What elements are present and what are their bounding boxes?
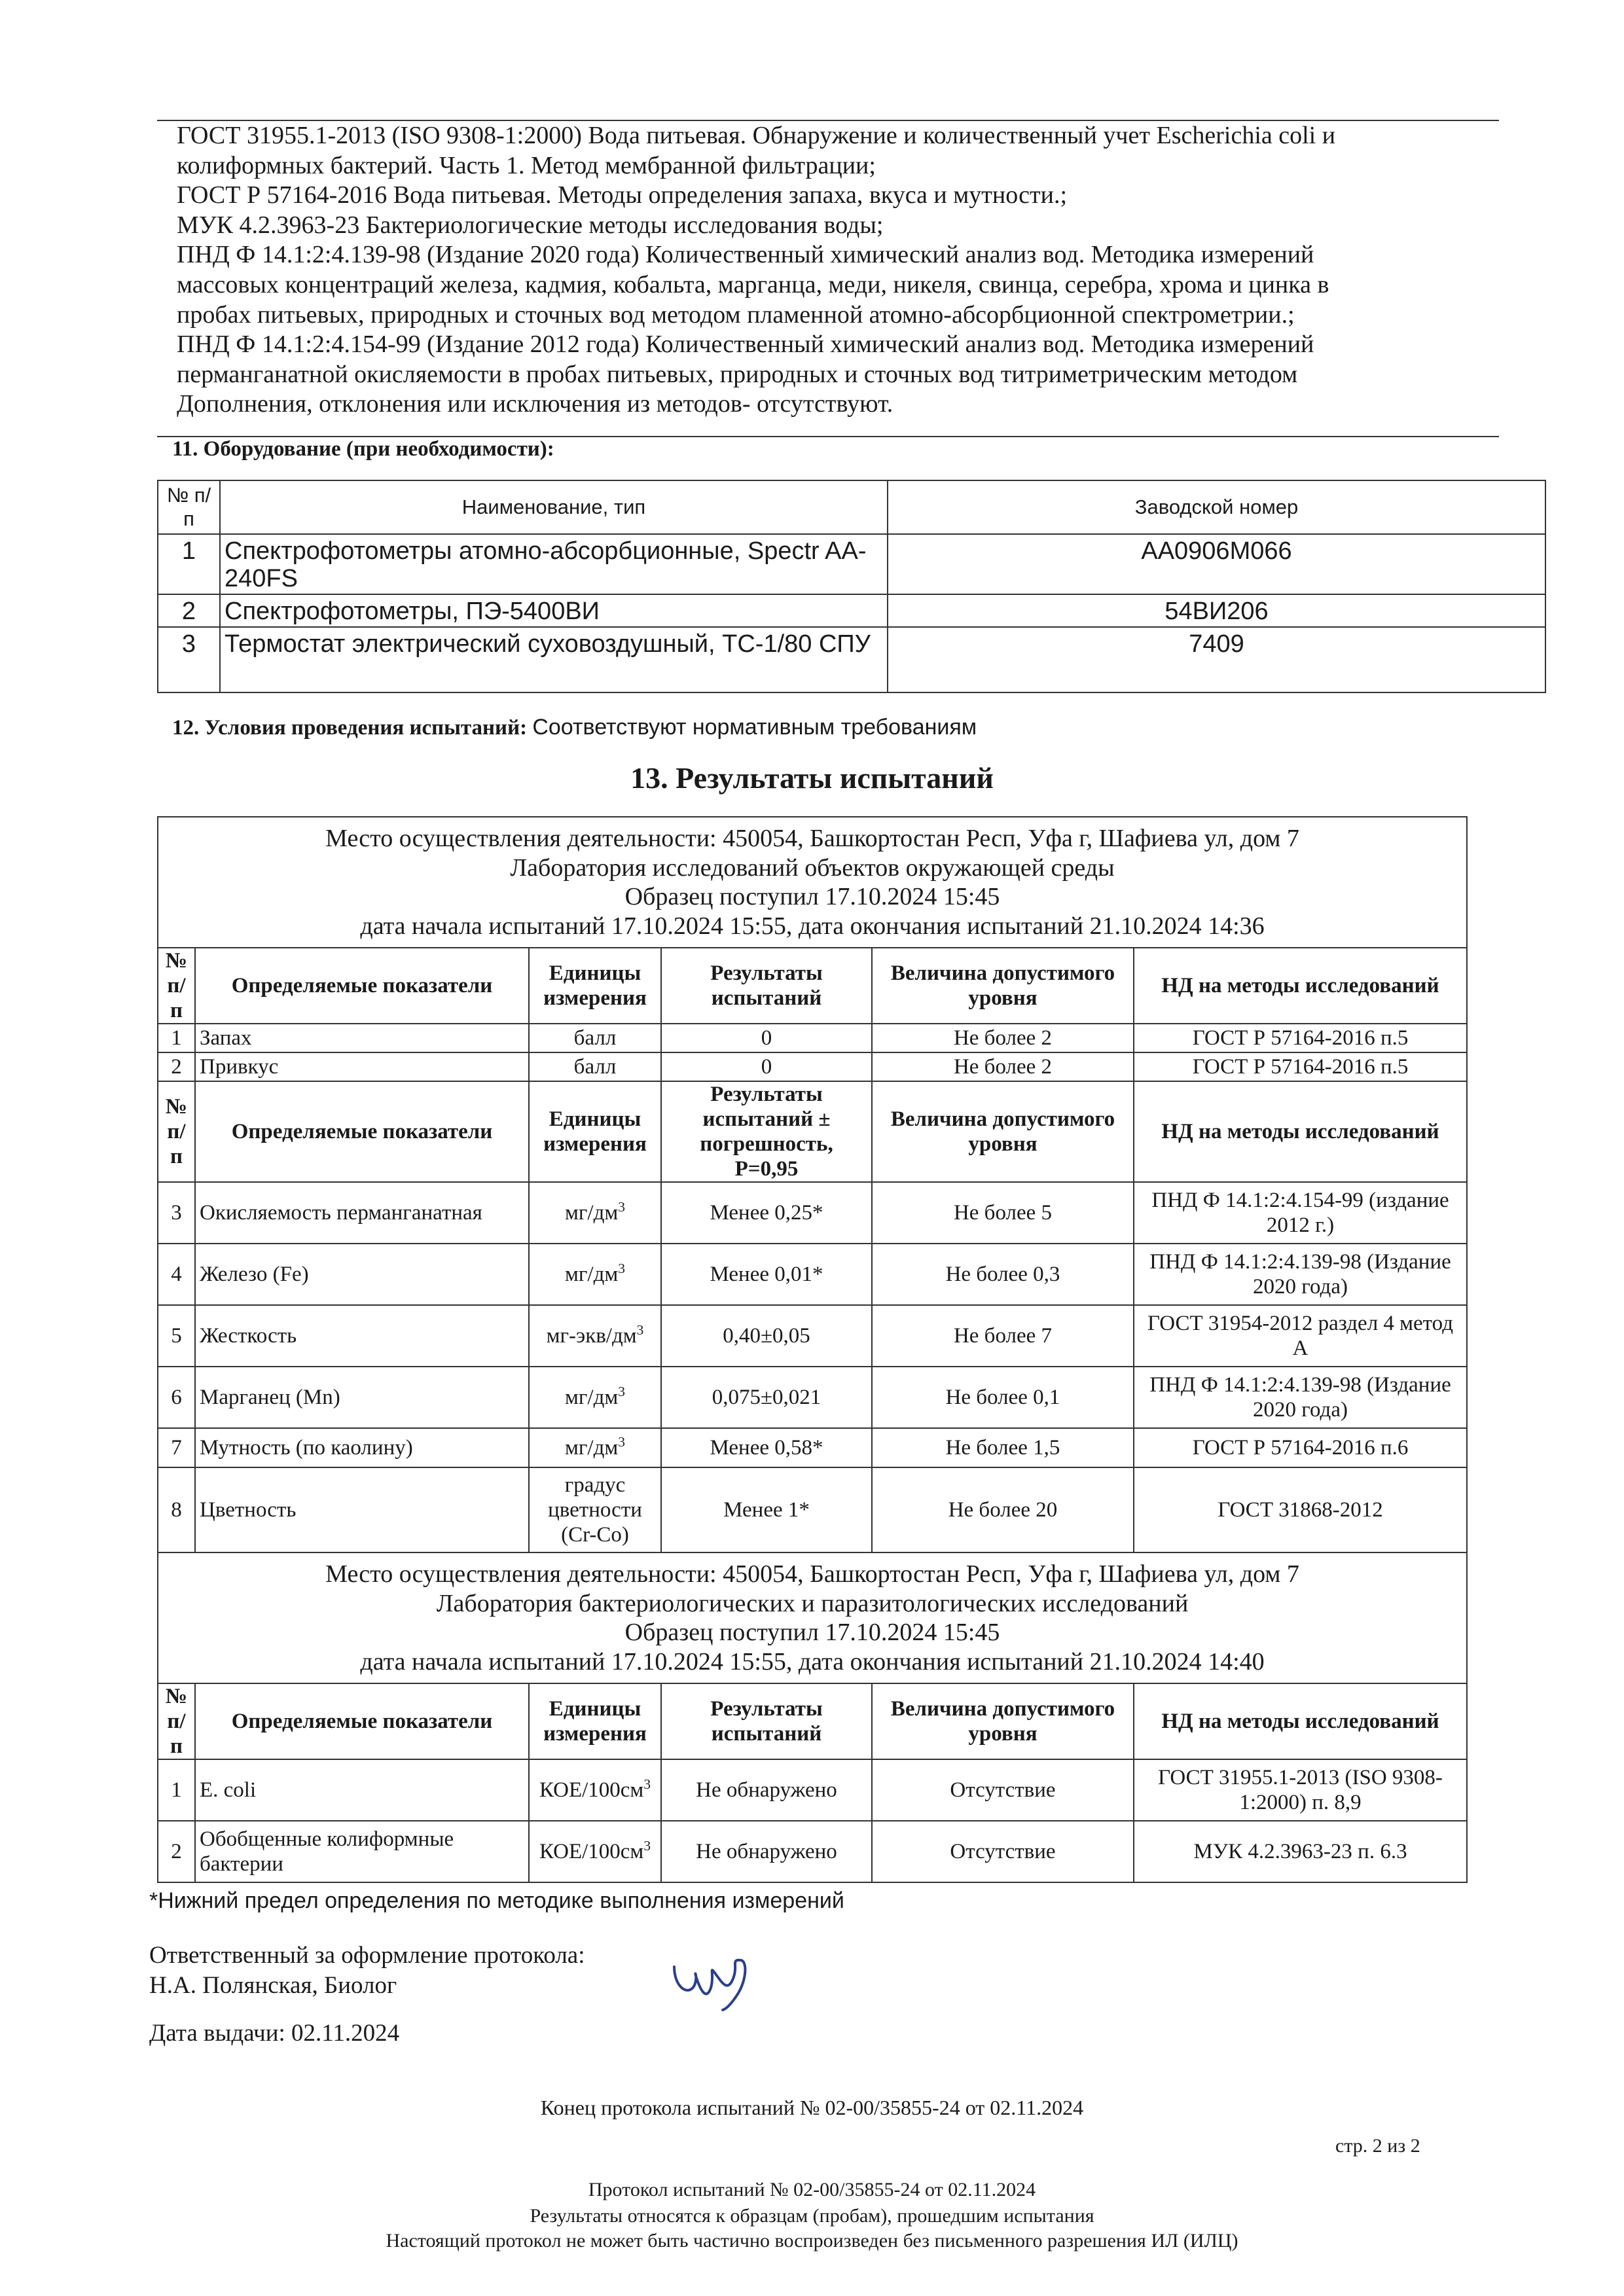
- signature: [668, 1941, 759, 2013]
- table-row: [158, 1305, 1467, 1367]
- row-method: МУК 4.2.3963-23 п. 6.3: [1134, 1821, 1467, 1882]
- row-num: 2: [158, 1821, 195, 1882]
- row-method: ГОСТ Р 57164-2016 п.5: [1134, 1052, 1467, 1081]
- table-row: [158, 1052, 1467, 1081]
- row-method: ГОСТ Р 57164-2016 п.5: [1134, 1024, 1467, 1052]
- eq-serial: 7409: [888, 627, 1545, 692]
- conditions-label: 12. Условия проведения испытаний:: [172, 716, 528, 740]
- row-unit: $мг/дм^3$: [529, 1182, 661, 1244]
- lab2-info: [158, 1552, 1467, 1683]
- row-unit: балл: [529, 1024, 661, 1052]
- table-row: [158, 1759, 1467, 1821]
- col-param: Определяемые показатели: [195, 1081, 529, 1182]
- eq-name: Термостат электрический суховоздушный, ТС-1/80 СПУ: [220, 627, 888, 692]
- col-result: Результаты испытаний: [661, 1683, 872, 1759]
- col-num: № п/п: [158, 948, 195, 1024]
- row-param: Марганец (Mn): [195, 1367, 529, 1428]
- lab1-place: Место осуществления деятельности: 450054, Башкортостан Респ, Уфа г, Шафиева ул, дом 7: [325, 825, 1299, 852]
- lab2-place: Место осуществления деятельности: 450054, Башкортостан Респ, Уфа г, Шафиева ул, дом 7: [325, 1560, 1299, 1588]
- row-unit: $мг-экв/дм^3$: [529, 1305, 661, 1367]
- methods-list: [177, 121, 1473, 420]
- method-line: перманганатной окисляемости в пробах питьевых, природных и сточных вод титриметрическим методом: [177, 360, 1298, 388]
- row-num: 2: [158, 1052, 195, 1081]
- row-param: Обобщенные колиформные бактерии: [195, 1821, 529, 1882]
- table-row: [158, 1182, 1467, 1244]
- method-line: Дополнения, отклонения или исключения из методов- отсутствуют.: [177, 390, 893, 418]
- lab1-info-row: [158, 817, 1467, 948]
- conditions: [172, 715, 977, 740]
- conditions-value: Соответствуют нормативным требованиям: [532, 715, 977, 740]
- method-line: МУК 4.2.3963-23 Бактериологические методы исследования воды;: [177, 211, 884, 239]
- table-row: [158, 1367, 1467, 1428]
- row-unit: КОЕ/$100см^3$: [529, 1821, 661, 1882]
- row-method: ПНД Ф 14.1:2:4.139-98 (Издание 2020 года): [1134, 1367, 1467, 1428]
- row-method: ГОСТ Р 57164-2016 п.6: [1134, 1428, 1467, 1467]
- row-limit: Не более 20: [872, 1467, 1134, 1552]
- row-limit: Отсутствие: [872, 1821, 1134, 1882]
- row-result: Менее 0,58*: [661, 1428, 872, 1467]
- col-method: НД на методы исследований: [1134, 1683, 1467, 1759]
- results-table: [157, 816, 1468, 1883]
- lab2-dates: дата начала испытаний 17.10.2024 15:55, дата окончания испытаний 21.10.2024 14:40: [360, 1647, 1265, 1676]
- row-limit: Не более 1,5: [872, 1428, 1134, 1467]
- footnote: *Нижний предел определения по методике выполнения измерений: [149, 1888, 844, 1913]
- end-of-protocol: Конец протокола испытаний № 02-00/35855-24 от 02.11.2024: [540, 2096, 1084, 2119]
- col-method: НД на методы исследований: [1134, 1081, 1467, 1182]
- lab1-dates: дата начала испытаний 17.10.2024 15:55, дата окончания испытаний 21.10.2024 14:36: [360, 912, 1265, 940]
- header-row-b: [158, 1081, 1467, 1182]
- row-param: E. coli: [195, 1759, 529, 1821]
- row-result: 0: [661, 1024, 872, 1052]
- col-param: Определяемые показатели: [195, 948, 529, 1024]
- header-row-a: [158, 948, 1467, 1024]
- issue-date: Дата выдачи: 02.11.2024: [149, 2020, 400, 2047]
- method-line: ГОСТ Р 57164-2016 Вода питьевая. Методы определения запаха, вкуса и мутности.;: [177, 181, 1068, 209]
- row-limit: Не более 2: [872, 1024, 1134, 1052]
- table-row: [158, 627, 1545, 692]
- row-limit: Отсутствие: [872, 1759, 1134, 1821]
- row-result: 0,075±0,021: [661, 1367, 872, 1428]
- eq-header-name: Наименование, тип: [220, 480, 888, 534]
- row-param: Цветность: [195, 1467, 529, 1552]
- row-unit: балл: [529, 1052, 661, 1081]
- row-unit: $мг/дм^3$: [529, 1244, 661, 1305]
- row-limit: Не более 7: [872, 1305, 1134, 1367]
- row-param: Жесткость: [195, 1305, 529, 1367]
- lab1-received: Образец поступил 17.10.2024 15:45: [624, 883, 1000, 910]
- row-param: Окисляемость перманганатная: [195, 1182, 529, 1244]
- table-row: [158, 1024, 1467, 1052]
- row-method: ПНД Ф 14.1:2:4.154-99 (издание 2012 г.): [1134, 1182, 1467, 1244]
- eq-num: 2: [158, 594, 220, 627]
- header-row-c: [158, 1683, 1467, 1759]
- row-param: Привкус: [195, 1052, 529, 1081]
- col-param: Определяемые показатели: [195, 1683, 529, 1759]
- row-result: Менее 0,25*: [661, 1182, 872, 1244]
- row-num: 7: [158, 1428, 195, 1467]
- col-unit: Единицы измерения: [529, 948, 661, 1024]
- eq-header-serial: Заводской номер: [888, 480, 1545, 534]
- method-line: массовых концентраций железа, кадмия, кобальта, марганца, меди, никеля, свинца, серебра, хрома и цинка в: [177, 270, 1329, 298]
- method-line: ПНД Ф 14.1:2:4.139-98 (Издание 2020 года) Количественный химический анализ вод. Методика измерений: [177, 241, 1314, 269]
- col-result: Результаты испытаний ± погрешность, Р=0,95: [661, 1081, 872, 1182]
- lab2-lab: Лаборатория бактериологических и паразитологических исследований: [436, 1589, 1189, 1617]
- table-row: [158, 1244, 1467, 1305]
- table-row: [158, 1821, 1467, 1882]
- equipment-table: [157, 480, 1546, 693]
- footer-line-3: Настоящий протокол не может быть частично воспроизведен без письменного разрешения ИЛ (ИЛЦ): [386, 2230, 1238, 2251]
- col-method: НД на методы исследований: [1134, 948, 1467, 1024]
- eq-num: 3: [158, 627, 220, 692]
- row-num: 4: [158, 1244, 195, 1305]
- col-num: № п/п: [158, 1081, 195, 1182]
- row-num: 3: [158, 1182, 195, 1244]
- col-num: № п/п: [158, 1683, 195, 1759]
- row-limit: Не более 2: [872, 1052, 1134, 1081]
- method-line: ПНД Ф 14.1:2:4.154-99 (Издание 2012 года) Количественный химический анализ вод. Методика измерений: [177, 331, 1314, 359]
- row-num: 6: [158, 1367, 195, 1428]
- row-result: Менее 1*: [661, 1467, 872, 1552]
- row-num: 5: [158, 1305, 195, 1367]
- row-param: Запах: [195, 1024, 529, 1052]
- footer-line-1: Протокол испытаний № 02-00/35855-24 от 02.11.2024: [588, 2179, 1036, 2200]
- eq-name: Спектрофотометры, ПЭ-5400ВИ: [220, 594, 888, 627]
- row-param: Мутность (по каолину): [195, 1428, 529, 1467]
- row-method: ПНД Ф 14.1:2:4.139-98 (Издание 2020 года): [1134, 1244, 1467, 1305]
- method-line: ГОСТ 31955.1-2013 (ISO 9308-1:2000) Вода питьевая. Обнаружение и количественный учет Escherichia coli и: [177, 122, 1336, 149]
- eq-serial: AA0906M066: [888, 534, 1545, 594]
- row-method: ГОСТ 31954-2012 раздел 4 метод А: [1134, 1305, 1467, 1367]
- lab2-info-row: [158, 1552, 1467, 1683]
- footer-line-2: Результаты относятся к образцам (пробам), прошедшим испытания: [530, 2205, 1094, 2227]
- responsible-label: Ответственный за оформление протокола:: [149, 1942, 585, 1969]
- row-param: Железо (Fe): [195, 1244, 529, 1305]
- row-unit: градус цветности (Cr-Co): [529, 1467, 661, 1552]
- row-num: 8: [158, 1467, 195, 1552]
- lab1-lab: Лаборатория исследований объектов окружающей среды: [510, 853, 1115, 882]
- lab2-received: Образец поступил 17.10.2024 15:45: [624, 1619, 1000, 1646]
- row-num: 1: [158, 1759, 195, 1821]
- row-unit: $мг/дм^3$: [529, 1367, 661, 1428]
- table-row: [158, 1467, 1467, 1552]
- table-row: [158, 594, 1545, 627]
- row-result: Не обнаружено: [661, 1821, 872, 1882]
- row-num: 1: [158, 1024, 195, 1052]
- row-result: 0: [661, 1052, 872, 1081]
- eq-name: Спектрофотометры атомно-абсорбционные, Spectr AA-240FS: [220, 534, 888, 594]
- row-limit: Не более 0,3: [872, 1244, 1134, 1305]
- row-result: Не обнаружено: [661, 1759, 872, 1821]
- row-method: ГОСТ 31868-2012: [1134, 1467, 1467, 1552]
- row-result: Менее 0,01*: [661, 1244, 872, 1305]
- row-unit: КОЕ/$100см^3$: [529, 1759, 661, 1821]
- equipment-title: 11. Оборудование (при необходимости):: [172, 437, 554, 461]
- row-result: 0,40±0,05: [661, 1305, 872, 1367]
- row-limit: Не более 0,1: [872, 1367, 1134, 1428]
- method-line: пробах питьевых, природных и сточных вод методом пламенной атомно-абсорбционной спектрометрии.;: [177, 300, 1295, 329]
- table-row: [158, 534, 1545, 594]
- eq-serial: 54ВИ206: [888, 594, 1545, 627]
- col-unit: Единицы измерения: [529, 1683, 661, 1759]
- row-limit: Не более 5: [872, 1182, 1134, 1244]
- col-unit: Единицы измерения: [529, 1081, 661, 1182]
- method-line: колиформных бактерий. Часть 1. Метод мембранной фильтрации;: [177, 151, 876, 179]
- row-method: ГОСТ 31955.1-2013 (ISO 9308-1:2000) п. 8,9: [1134, 1759, 1467, 1821]
- col-result: Результаты испытаний: [661, 948, 872, 1024]
- table-row: [158, 1428, 1467, 1467]
- lab1-info: [158, 817, 1467, 948]
- results-title: 13. Результаты испытаний: [630, 761, 994, 795]
- row-unit: $мг/дм^3$: [529, 1428, 661, 1467]
- col-limit: Величина допустимого уровня: [872, 1081, 1134, 1182]
- eq-num: 1: [158, 534, 220, 594]
- col-limit: Величина допустимого уровня: [872, 948, 1134, 1024]
- responsible-name: Н.А. Полянская, Биолог: [149, 1972, 397, 1999]
- page-number: стр. 2 из 2: [1335, 2135, 1420, 2157]
- col-limit: Величина допустимого уровня: [872, 1683, 1134, 1759]
- eq-header-num: № п/п: [158, 480, 220, 534]
